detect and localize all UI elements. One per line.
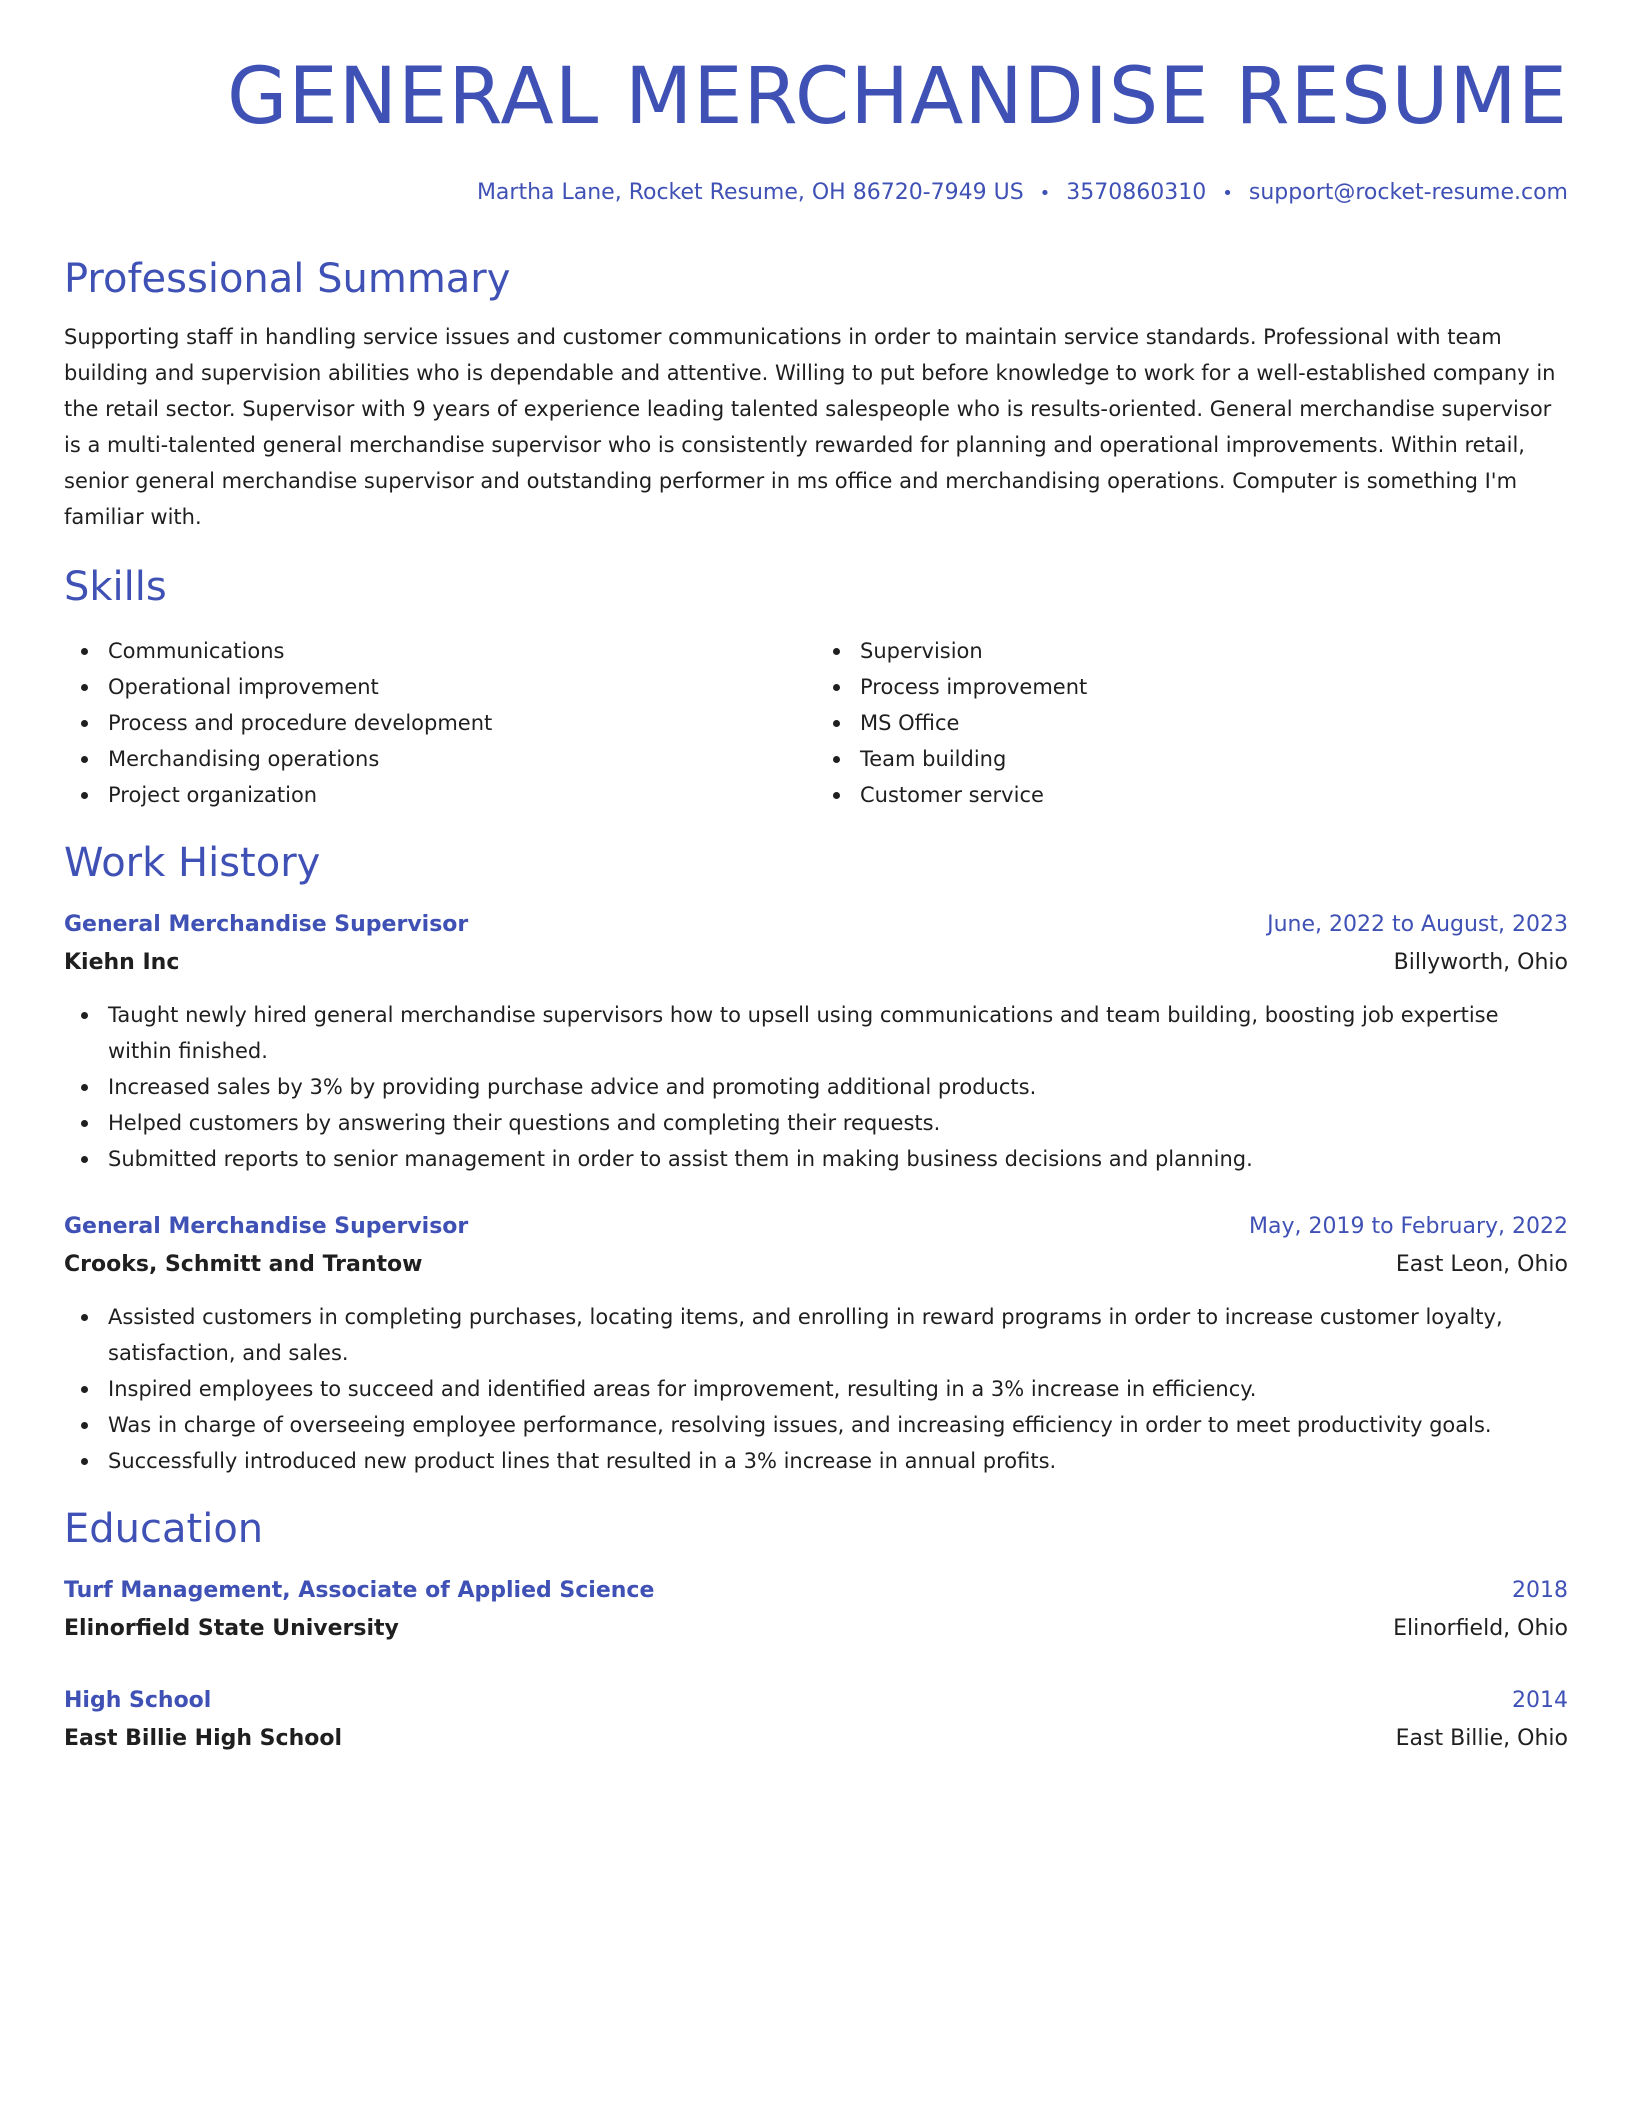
education-year: 2014 [1512, 1688, 1568, 1713]
skills-list-left [64, 633, 816, 813]
summary-text: Supporting staff in handling service issues and customer communications in order to maintain service standards. Professional with team building and supervision abilities who is dependable and attentive. Willing to put before knowledge to work for a well-established company in the retail sector. Supervisor with 9 years of experience leading talented salespeople who is results-oriented. General merchandise supervisor is a multi-talented general merchandise supervisor who is consistently rewarded for planning and operational improvements. Within retail, senior general merchandise supervisor and outstanding performer in ms office and merchandising operations. Computer is something I'm familiar with. [64, 325, 1556, 529]
contact-phone: 3570860310 [1066, 180, 1207, 205]
job-bullets [64, 997, 1568, 1177]
job-subheader [64, 945, 1568, 981]
contact-line [64, 178, 1568, 209]
contact-separator: • [1222, 183, 1233, 204]
skill-item: Supervision [816, 633, 1568, 669]
skill-item: MS Office [816, 705, 1568, 741]
summary-section [64, 255, 1568, 535]
skill-item: Process and procedure development [64, 705, 816, 741]
job-bullets [64, 1299, 1568, 1479]
education-subheader [64, 1611, 1568, 1647]
job-location: Billyworth, Ohio [1393, 950, 1568, 975]
education-header [64, 1573, 1568, 1609]
education-heading: Education [64, 1506, 264, 1552]
job-bullet: Assisted customers in completing purchases, locating items, and enrolling in reward programs in order to increase customer loyalty, satisfaction, and sales. [64, 1299, 1568, 1371]
skill-item: Process improvement [816, 669, 1568, 705]
job-entry [64, 1209, 1568, 1479]
skills-list-right [816, 633, 1568, 813]
summary-heading: Professional Summary [64, 256, 511, 302]
education-year: 2018 [1512, 1578, 1568, 1603]
job-header [64, 1209, 1568, 1245]
resume-title: GENERAL MERCHANDISE RESUME [226, 52, 1568, 142]
job-title: General Merchandise Supervisor [64, 1214, 469, 1239]
education-school: East Billie High School [64, 1726, 342, 1751]
education-entry [64, 1683, 1568, 1757]
job-title: General Merchandise Supervisor [64, 912, 469, 937]
job-header [64, 907, 1568, 943]
skill-item: Operational improvement [64, 669, 816, 705]
job-company: Crooks, Schmitt and Trantow [64, 1252, 423, 1277]
education-header [64, 1683, 1568, 1719]
education-degree: High School [64, 1688, 212, 1713]
job-bullet: Increased sales by 3% by providing purchase advice and promoting additional products. [64, 1069, 1568, 1105]
skill-item: Communications [64, 633, 816, 669]
skills-heading: Skills [64, 564, 167, 610]
job-dates: May, 2019 to February, 2022 [1249, 1214, 1568, 1239]
education-subheader [64, 1721, 1568, 1757]
contact-email[interactable]: support@rocket-resume.com [1248, 180, 1568, 205]
job-bullet: Inspired employees to succeed and identified areas for improvement, resulting in a 3% increase in efficiency. [64, 1371, 1568, 1407]
job-bullet: Taught newly hired general merchandise supervisors how to upsell using communications and team building, boosting job expertise within finished. [64, 997, 1568, 1069]
job-entry [64, 907, 1568, 1177]
job-dates: June, 2022 to August, 2023 [1267, 912, 1568, 937]
skills-section [64, 563, 1568, 813]
skill-item: Project organization [64, 777, 816, 813]
job-location: East Leon, Ohio [1395, 1252, 1568, 1277]
contact-address: Martha Lane, Rocket Resume, OH 86720-7949 US [476, 180, 1024, 205]
skill-item: Customer service [816, 777, 1568, 813]
education-location: Elinorfield, Ohio [1393, 1616, 1568, 1641]
work-history-heading: Work History [64, 840, 321, 886]
job-bullet: Helped customers by answering their questions and completing their requests. [64, 1105, 1568, 1141]
job-bullet: Submitted reports to senior management in order to assist them in making business decisions and planning. [64, 1141, 1568, 1177]
job-bullet: Was in charge of overseeing employee performance, resolving issues, and increasing efficiency in order to meet productivity goals. [64, 1407, 1568, 1443]
skills-grid [64, 633, 1568, 813]
education-school: Elinorfield State University [64, 1616, 399, 1641]
education-entry [64, 1573, 1568, 1647]
education-section [64, 1505, 1568, 1757]
work-history-section [64, 839, 1568, 1479]
job-company: Kiehn Inc [64, 950, 180, 975]
contact-separator: • [1039, 183, 1051, 204]
skill-item: Merchandising operations [64, 741, 816, 777]
skill-item: Team building [816, 741, 1568, 777]
job-bullet: Successfully introduced new product lines that resulted in a 3% increase in annual profits. [64, 1443, 1568, 1479]
job-subheader [64, 1247, 1568, 1283]
education-location: East Billie, Ohio [1395, 1726, 1568, 1751]
education-degree: Turf Management, Associate of Applied Science [64, 1578, 655, 1603]
